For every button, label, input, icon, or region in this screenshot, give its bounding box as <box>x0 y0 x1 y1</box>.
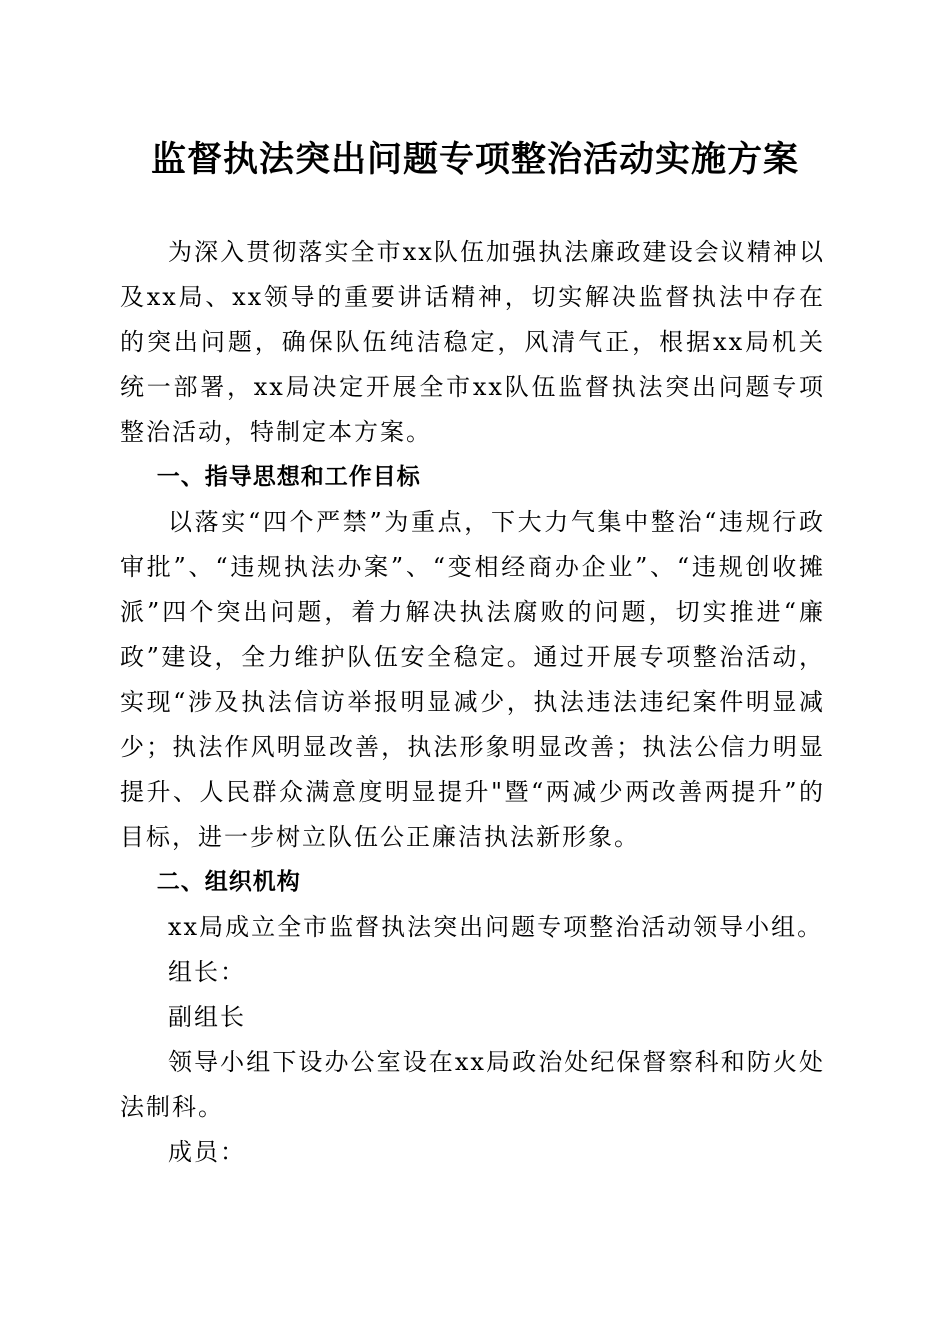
document-body <box>120 230 825 1175</box>
section-2-paragraph-office: 领导小组下设办公室设在xx局政治处纪保督察科和防火处法制科。 <box>120 1048 825 1121</box>
section-heading-organization: 二、组织机构 <box>156 869 301 895</box>
section-2-paragraph-deputy-leader: 副组长 <box>168 1003 246 1031</box>
section-2-paragraph-leader: 组长： <box>168 958 246 986</box>
document-title: 监督执法突出问题专项整治活动实施方案 <box>150 139 799 180</box>
section-heading-guiding-ideology: 一、指导思想和工作目标 <box>156 464 421 490</box>
section-1-paragraph: 以落实“四个严禁”为重点，下大力气集中整治“违规行政审批”、“违规执法办案”、“变相经商办企业”、“违规创收摊派”四个突出问题，着力解决执法腐败的问题，切实推进“廉政”建设，全力维护队伍安全稳定。通过开展专项整治活动，实现“涉及执法信访举报明显减少，执法违法违纪案件明显减少；执法作风明显改善，执法形象明显改善；执法公信力明显提升、人民群众满意度明显提升"暨“两减少两改善两提升”的目标，进一步树立队伍公正廉洁执法新形象。 <box>120 508 825 851</box>
section-2-paragraph-members: 成员： <box>168 1138 246 1166</box>
intro-paragraph: 为深入贯彻落实全市xx队伍加强执法廉政建设会议精神以及xx局、xx领导的重要讲话精神，切实解决监督执法中存在的突出问题，确保队伍纯洁稳定，风清气正，根据xx局机关统一部署，xx局决定开展全市xx队伍监督执法突出问题专项整治活动，特制定本方案。 <box>120 238 825 446</box>
section-2-paragraph-leading-group: xx局成立全市监督执法突出问题专项整治活动领导小组。 <box>168 913 824 941</box>
